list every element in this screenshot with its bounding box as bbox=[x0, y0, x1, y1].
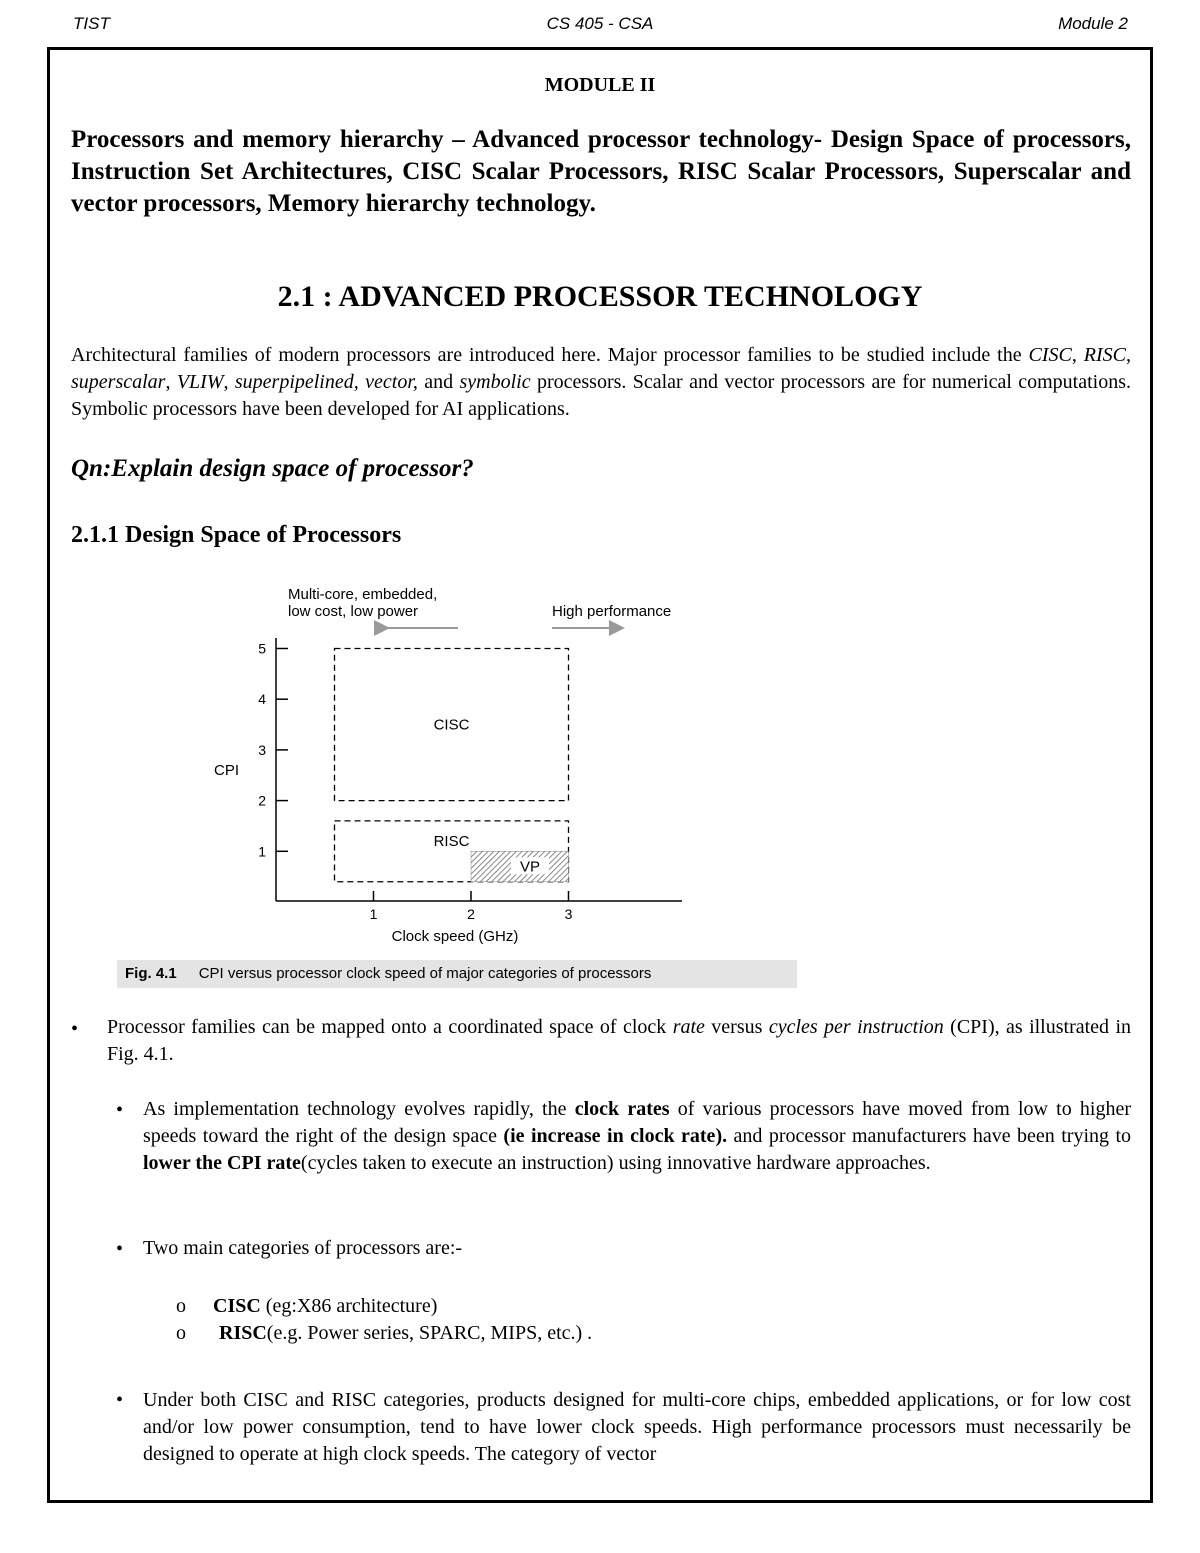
y-tick-label: 1 bbox=[258, 843, 266, 860]
bullet-marker: • bbox=[116, 1389, 124, 1411]
sub-bullet-marker: o bbox=[176, 1322, 186, 1344]
x-tick-label: 3 bbox=[564, 906, 573, 922]
y-tick-label: 3 bbox=[258, 741, 266, 758]
intro-paragraph: Architectural families of modern processors are introduced here. Major processor families to be studied include the CISC, RISC, superscalar, VLIW, superpipelined, vector, and symbolic processors. Scalar and vector processors are for numerical computations. Symbolic processors have been developed for AI applications. bbox=[71, 344, 1132, 420]
region-label-cisc: CISC bbox=[433, 716, 470, 734]
sub-bullet-marker: o bbox=[176, 1295, 186, 1317]
header-left: TIST bbox=[73, 14, 110, 33]
header-right: Module 2 bbox=[1058, 14, 1128, 33]
region-label-vp: VP bbox=[519, 858, 541, 876]
page-frame bbox=[47, 47, 1153, 1503]
region-label-risc: RISC bbox=[433, 832, 470, 850]
bullet-implementation: As implementation technology evolves rapidly, the clock rates of various processors have moved from low to higher speeds toward the right of the design space (ie increase in clock rate). and processor manufacturers have been trying to lower the CPI rate(cycles taken to execute an instruction) using innovative hardware approaches. bbox=[143, 1098, 1132, 1174]
bullet-cisc-risc-categories: Under both CISC and RISC categories, products designed for multi-core chips, embedded applications, or for low cost and/or low power consumption, tend to have lower clock speeds. High performance processors must necessarily be designed to operate at high clock speeds. The category of vector bbox=[143, 1389, 1131, 1465]
figure-caption bbox=[117, 960, 797, 988]
x-axis-label: Clock speed (GHz) bbox=[391, 928, 519, 945]
question-heading: Qn:Explain design space of processor? bbox=[71, 455, 474, 482]
figure-label-left-1: Multi-core, embedded, bbox=[288, 586, 438, 603]
y-tick-label: 4 bbox=[258, 691, 266, 708]
cpi-chart bbox=[214, 638, 682, 945]
y-tick-label: 2 bbox=[258, 792, 266, 809]
section-title: 2.1 : ADVANCED PROCESSOR TECHNOLOGY bbox=[277, 280, 923, 313]
figure-label-left-2: low cost, low power bbox=[288, 603, 419, 620]
syllabus-text: Processors and memory hierarchy – Advanced processor technology- Design Space of processors, Instruction Set Architectures, CISC Scalar Processors, RISC Scalar Processors, Superscalar and vector processors, Memory hierarchy technology. bbox=[71, 126, 1131, 217]
x-tick-label: 1 bbox=[369, 906, 378, 922]
y-axis-label: CPI bbox=[214, 762, 240, 779]
design-space-figure bbox=[50, 50, 1150, 950]
sub-bullet-cisc: CISC (eg:X86 architecture) bbox=[213, 1295, 438, 1317]
figure-label-right: High performance bbox=[552, 603, 672, 620]
figure-caption-text: CPI versus processor clock speed of major categories of processors bbox=[198, 965, 652, 982]
x-tick-label: 2 bbox=[467, 906, 475, 922]
y-tick-label: 5 bbox=[258, 640, 266, 657]
bullet-marker: • bbox=[71, 1018, 79, 1040]
bullet-two-categories: Two main categories of processors are:- bbox=[143, 1237, 463, 1259]
figure-caption-label: Fig. 4.1 bbox=[125, 965, 177, 982]
bullet-marker: • bbox=[116, 1099, 124, 1121]
module-title: MODULE II bbox=[544, 74, 656, 96]
bullet-clock-rate: Processor families can be mapped onto a coordinated space of clock rate versus cycles per instruction (CPI), as illustrated in Fig. 4.1. bbox=[107, 1016, 1131, 1065]
sub-bullet-risc: RISC(e.g. Power series, SPARC, MIPS, etc.) . bbox=[219, 1322, 593, 1344]
header-center: CS 405 - CSA bbox=[546, 14, 654, 33]
bullet-marker: • bbox=[116, 1238, 124, 1260]
subsection-title: 2.1.1 Design Space of Processors bbox=[71, 522, 402, 548]
